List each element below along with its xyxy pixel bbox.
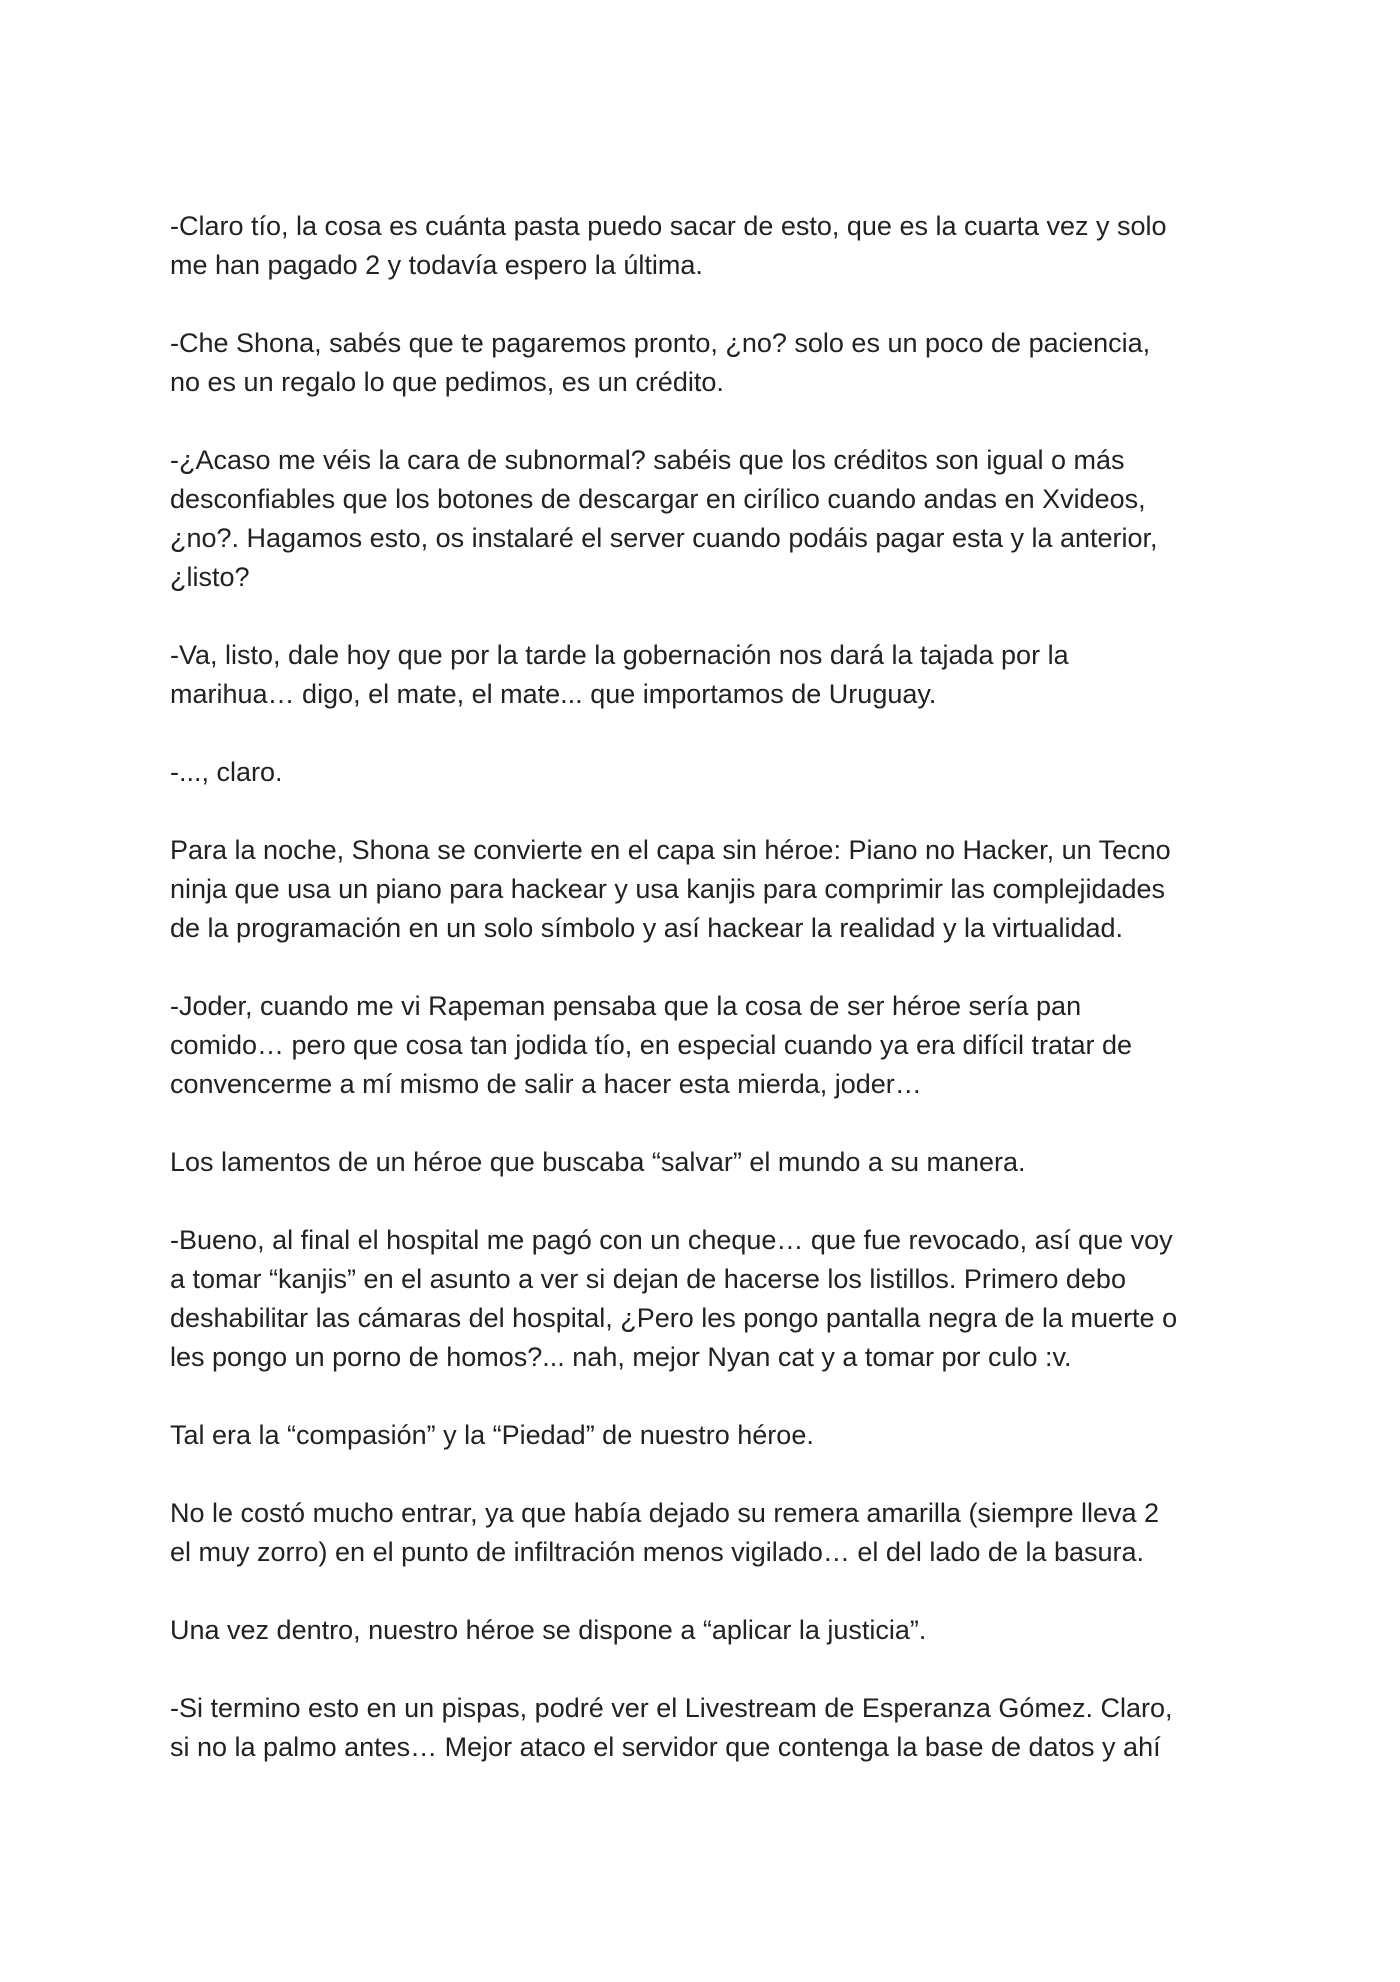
- text-line: el muy zorro) en el punto de infiltración menos vigilado… el del lado de la basura.: [170, 1537, 1145, 1567]
- text-line: a tomar “kanjis” en el asunto a ver si dejan de hacerse los listillos. Primero debo: [170, 1264, 1126, 1294]
- document-body: [170, 207, 1245, 1806]
- text-line: no es un regalo lo que pedimos, es un crédito.: [170, 367, 724, 397]
- text-line: de la programación en un solo símbolo y así hackear la realidad y la virtualidad.: [170, 913, 1124, 943]
- text-line: -..., claro.: [170, 757, 283, 787]
- paragraph: [170, 831, 1245, 948]
- text-line: -Va, listo, dale hoy que por la tarde la gobernación nos dará la tajada por la: [170, 640, 1069, 670]
- paragraph: [170, 324, 1245, 402]
- text-line: -Si termino esto en un pispas, podré ver el Livestream de Esperanza Gómez. Claro,: [170, 1693, 1173, 1723]
- text-line: -Claro tío, la cosa es cuánta pasta puedo sacar de esto, que es la cuarta vez y solo: [170, 211, 1167, 241]
- text-line: -Che Shona, sabés que te pagaremos pronto, ¿no? solo es un poco de paciencia,: [170, 328, 1151, 358]
- text-line: deshabilitar las cámaras del hospital, ¿Pero les pongo pantalla negra de la muerte o: [170, 1303, 1178, 1333]
- text-line: -¿Acaso me véis la cara de subnormal? sabéis que los créditos son igual o más: [170, 445, 1125, 475]
- paragraph: [170, 753, 1245, 792]
- text-line: No le costó mucho entrar, ya que había dejado su remera amarilla (siempre lleva 2: [170, 1498, 1160, 1528]
- text-line: Tal era la “compasión” y la “Piedad” de nuestro héroe.: [170, 1420, 814, 1450]
- paragraph: [170, 441, 1245, 597]
- text-line: marihua… digo, el mate, el mate... que importamos de Uruguay.: [170, 679, 937, 709]
- text-line: ¿no?. Hagamos esto, os instalaré el server cuando podáis pagar esta y la anterior,: [170, 523, 1158, 553]
- paragraph: [170, 1143, 1245, 1182]
- text-line: me han pagado 2 y todavía espero la última.: [170, 250, 703, 280]
- paragraph: [170, 1689, 1245, 1767]
- text-line: Los lamentos de un héroe que buscaba “salvar” el mundo a su manera.: [170, 1147, 1026, 1177]
- text-line: -Bueno, al final el hospital me pagó con un cheque… que fue revocado, así que voy: [170, 1225, 1173, 1255]
- paragraph: [170, 1611, 1245, 1650]
- text-line: les pongo un porno de homos?... nah, mejor Nyan cat y a tomar por culo :v.: [170, 1342, 1072, 1372]
- text-line: comido… pero que cosa tan jodida tío, en especial cuando ya era difícil tratar de: [170, 1030, 1133, 1060]
- paragraph: [170, 1416, 1245, 1455]
- paragraph: [170, 636, 1245, 714]
- text-line: ¿listo?: [170, 562, 250, 592]
- paragraph: [170, 1494, 1245, 1572]
- paragraph: [170, 1221, 1245, 1377]
- text-line: desconfiables que los botones de descargar en cirílico cuando andas en Xvideos,: [170, 484, 1146, 514]
- text-line: -Joder, cuando me vi Rapeman pensaba que la cosa de ser héroe sería pan: [170, 991, 1082, 1021]
- paragraph: [170, 207, 1245, 285]
- text-line: ninja que usa un piano para hackear y usa kanjis para comprimir las complejidades: [170, 874, 1166, 904]
- text-line: si no la palmo antes… Mejor ataco el servidor que contenga la base de datos y ahí: [170, 1732, 1161, 1762]
- text-line: Para la noche, Shona se convierte en el capa sin héroe: Piano no Hacker, un Tecno: [170, 835, 1171, 865]
- paragraph: [170, 987, 1245, 1104]
- text-line: convencerme a mí mismo de salir a hacer esta mierda, joder…: [170, 1069, 922, 1099]
- text-line: Una vez dentro, nuestro héroe se dispone a “aplicar la justicia”.: [170, 1615, 927, 1645]
